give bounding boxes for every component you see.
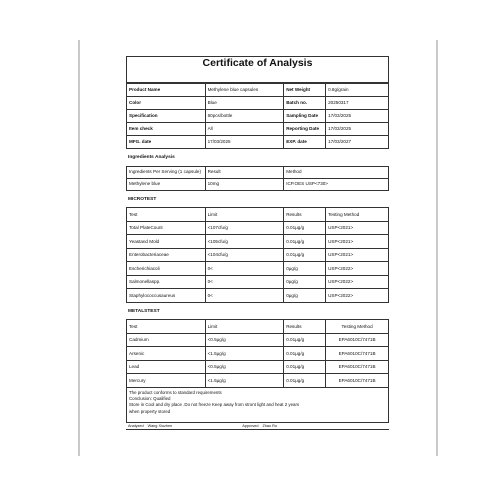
- info-value: 60pcs/bottle: [205, 110, 284, 123]
- table-cell: ICP.OES USP<730>: [284, 178, 389, 190]
- info-value: Methylene blue capsules: [205, 84, 284, 97]
- column-header: Testing Method: [326, 320, 389, 334]
- info-row: [127, 84, 389, 97]
- table-row: [127, 374, 389, 388]
- table-row: [127, 333, 389, 347]
- table-cell: <0.5μg/g: [205, 333, 284, 347]
- note-line: Conclusion: Qualified: [129, 395, 171, 401]
- table-cell: 0.01μg/g: [284, 235, 326, 249]
- signature-row: [126, 424, 389, 430]
- info-label: Product Name: [127, 84, 206, 97]
- table-header-row: [127, 166, 389, 178]
- table-cell: 0.01μg/g: [284, 333, 326, 347]
- table-cell: 0.01μg/g: [284, 221, 326, 235]
- info-value: 17/03/2025: [326, 123, 389, 136]
- table-cell: Arsenic: [127, 347, 206, 361]
- table-cell: Staphylococcusaureus: [127, 289, 206, 303]
- table-cell: Lead: [127, 360, 206, 374]
- column-header: Testing Method: [326, 208, 389, 222]
- microtest-table: [126, 207, 389, 303]
- info-value: 20250317: [326, 97, 389, 110]
- column-header: Limit: [205, 208, 284, 222]
- table-cell: <105cfu/g: [205, 235, 284, 249]
- info-row: [127, 136, 389, 149]
- table-cell: Total PlateCount: [127, 221, 206, 235]
- table-cell: USP<2021>: [326, 235, 389, 249]
- info-row: [127, 123, 389, 136]
- column-header: Test: [127, 320, 206, 334]
- info-label: Reporting Date: [284, 123, 326, 136]
- table-row: [127, 360, 389, 374]
- page-edge-left: [78, 40, 80, 456]
- table-cell: 0.01μg/g: [284, 360, 326, 374]
- table-row: [127, 262, 389, 276]
- info-value: Blue: [205, 97, 284, 110]
- column-header: Results: [284, 208, 326, 222]
- table-row: [127, 221, 389, 235]
- column-header: Results: [284, 320, 326, 334]
- table-cell: USP<2021>: [326, 248, 389, 262]
- info-value: All: [205, 123, 284, 136]
- table-cell: <107cfu/g: [205, 221, 284, 235]
- analyzed-name: Wang Xiuzhen: [147, 423, 173, 428]
- table-row: [127, 275, 389, 289]
- table-header-row: [127, 208, 389, 222]
- table-cell: <1.5μg/g: [205, 347, 284, 361]
- column-header: Test: [127, 208, 206, 222]
- info-label: MFG. date: [127, 136, 206, 149]
- column-header: Result: [205, 166, 284, 178]
- info-row: [127, 110, 389, 123]
- info-label: Specification: [127, 110, 206, 123]
- table-cell: <1.5μg/g: [205, 374, 284, 388]
- table-cell: Enterobacteriaceae: [127, 248, 206, 262]
- table-cell: <104cfu/g: [205, 248, 284, 262]
- column-header: Ingredients Per Serving (1 capsule): [127, 166, 206, 178]
- info-label: Sampling Date: [284, 110, 326, 123]
- info-value: 0.8g/grain: [326, 84, 389, 97]
- column-header: Limit: [205, 320, 284, 334]
- table-cell: EPA6010C/7471B: [326, 347, 389, 361]
- note-line: Store in Cool and dry place .Do not freeze Keep away from stront light and heat 2 years: [129, 402, 300, 408]
- table-cell: EPA6010C/7471B: [326, 374, 389, 388]
- table-cell: 0μg/g: [284, 275, 326, 289]
- info-label: Batch no.: [284, 97, 326, 110]
- info-value: 17/03/2025: [205, 136, 284, 149]
- ingredients-table: [126, 166, 389, 191]
- table-cell: 0<: [205, 289, 284, 303]
- column-header: Method: [284, 166, 389, 178]
- metaltest-table: [126, 319, 389, 388]
- table-cell: Yeastand Mold: [127, 235, 206, 249]
- table-row: [127, 289, 389, 303]
- table-cell: Mercury: [127, 374, 206, 388]
- page-edge-right: [436, 40, 438, 456]
- table-cell: <0.5μg/g: [205, 360, 284, 374]
- table-cell: 0<: [205, 262, 284, 276]
- info-label: Net Weight: [284, 84, 326, 97]
- note-line: when property stored: [129, 408, 171, 414]
- table-cell: 0μg/g: [284, 262, 326, 276]
- info-label: EXP. date: [284, 136, 326, 149]
- table-row: [127, 235, 389, 249]
- table-cell: USP<2022>: [326, 289, 389, 303]
- table-row: [127, 347, 389, 361]
- notes-box: [126, 388, 389, 423]
- analyzed-group: [128, 424, 172, 428]
- info-label: Color: [127, 97, 206, 110]
- table-row: [127, 248, 389, 262]
- table-cell: 0μg/g: [284, 289, 326, 303]
- table-cell: 10mg: [205, 178, 284, 190]
- approved-name: Zhao Ru: [262, 423, 278, 428]
- table-cell: USP<2022>: [326, 275, 389, 289]
- ingredients-section-title: Ingredients Analysis: [128, 155, 175, 160]
- certificate-document: [126, 56, 389, 430]
- table-cell: 0.01μg/g: [284, 248, 326, 262]
- microtest-section-title: MICROTEST: [128, 196, 157, 202]
- document-title: Certificate of Analysis: [126, 56, 389, 83]
- note-line: The product conforms to standard requirements: [129, 389, 222, 395]
- table-cell: 0<: [205, 275, 284, 289]
- info-value: 17/03/2027: [326, 136, 389, 149]
- info-label: Item check: [127, 123, 206, 136]
- table-cell: Methylene blue: [127, 178, 206, 190]
- table-cell: 0.01μg/g: [284, 347, 326, 361]
- approved-label: Approved: [242, 423, 259, 428]
- table-cell: USP<2021>: [326, 221, 389, 235]
- table-row: [127, 178, 389, 190]
- info-value: 17/03/2025: [326, 110, 389, 123]
- table-cell: USP<2022>: [326, 262, 389, 276]
- table-cell: EPA6010C/7471B: [326, 333, 389, 347]
- table-header-row: [127, 320, 389, 334]
- product-info-table: [126, 83, 389, 149]
- analyzed-label: Analyzed: [128, 423, 144, 428]
- table-cell: Salmonellaspp.: [127, 275, 206, 289]
- table-cell: Cadmium: [127, 333, 206, 347]
- table-cell: EPA6010C/7471B: [326, 360, 389, 374]
- metaltest-section-title: METALSTEST: [128, 308, 160, 314]
- table-cell: Escherichiacoli: [127, 262, 206, 276]
- info-row: [127, 97, 389, 110]
- approved-group: [242, 424, 277, 428]
- table-cell: 0.01μg/g: [284, 374, 326, 388]
